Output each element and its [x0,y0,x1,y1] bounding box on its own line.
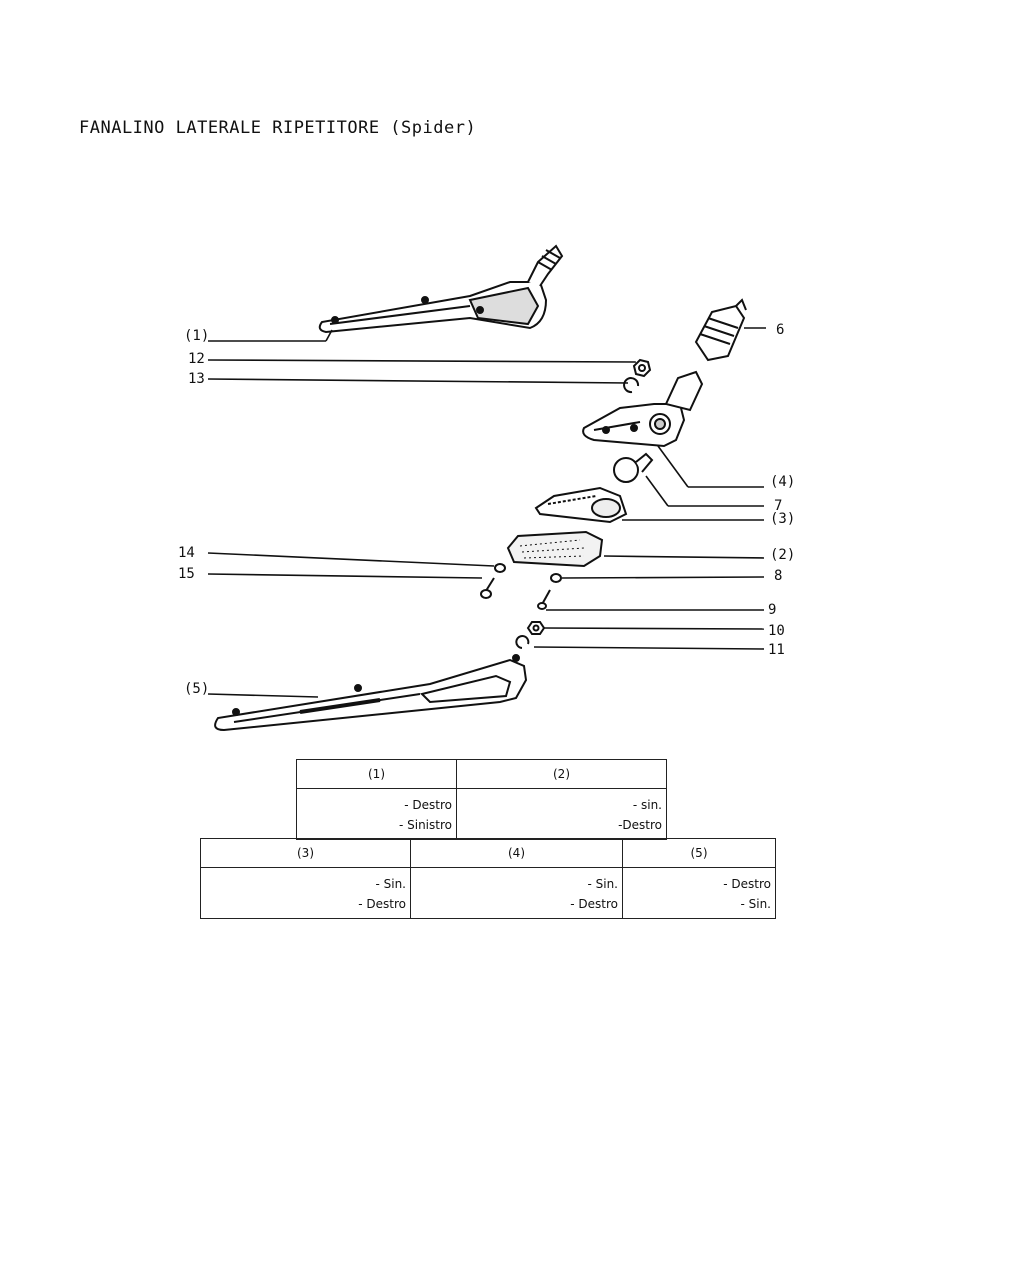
side-table-bottom [200,838,776,919]
nut-part-12 [634,360,650,376]
callout-9: 9 [768,602,777,618]
cell-line: - Destro [404,798,452,812]
cell-line: - Sin. [740,897,771,911]
table-cell [297,789,457,840]
cell-line: - Sinistro [398,818,452,832]
callout-1: (1) [184,328,210,344]
callout-13: 13 [188,371,205,387]
cell-line: - Destro [358,897,406,911]
callout-2: (2) [770,547,796,563]
nut-part-10 [528,622,544,634]
assembled-lamp-part-1 [320,246,562,332]
table-cell [411,868,623,919]
lock-washer-part-11 [516,636,528,648]
callout-10: 10 [768,623,785,639]
callout-7: 7 [774,498,783,514]
callout-5: (5) [184,681,210,697]
callout-11: 11 [768,642,785,658]
gasket-part-3 [536,488,626,522]
callout-12: 12 [188,351,205,367]
callout-15: 15 [178,566,195,582]
lens-part-2 [508,532,602,566]
cell-line: - Destro [570,897,618,911]
cell-line: - sin. [632,798,662,812]
callout-8: 8 [774,568,783,584]
table-header: (4) [411,839,623,868]
cell-line: - Destro [723,877,771,891]
cell-line: - Sin. [375,877,406,891]
base-trim-part-5 [215,655,526,730]
stud-part-9 [538,590,550,609]
callout-14: 14 [178,545,195,561]
lock-washer-part-13 [624,378,638,392]
side-table-top [296,759,667,840]
rubber-boot-part-6 [696,300,746,360]
table-cell [623,868,776,919]
screw-part-15 [481,578,494,598]
table-header: (1) [297,760,457,789]
cell-line: -Destro [618,818,662,832]
table-header: (5) [623,839,776,868]
callout-4: (4) [770,474,796,490]
bulb-part-7 [614,454,652,482]
table-header: (2) [457,760,667,789]
page-title: FANALINO LATERALE RIPETITORE (Spider) [79,118,477,138]
table-cell [201,868,411,919]
table-header: (3) [201,839,411,868]
callout-3: (3) [770,511,796,527]
cell-line: - Sin. [587,877,618,891]
washer-part-8 [551,574,561,582]
washer-part-14 [495,564,505,572]
table-cell [457,789,667,840]
callout-6: 6 [776,322,785,338]
